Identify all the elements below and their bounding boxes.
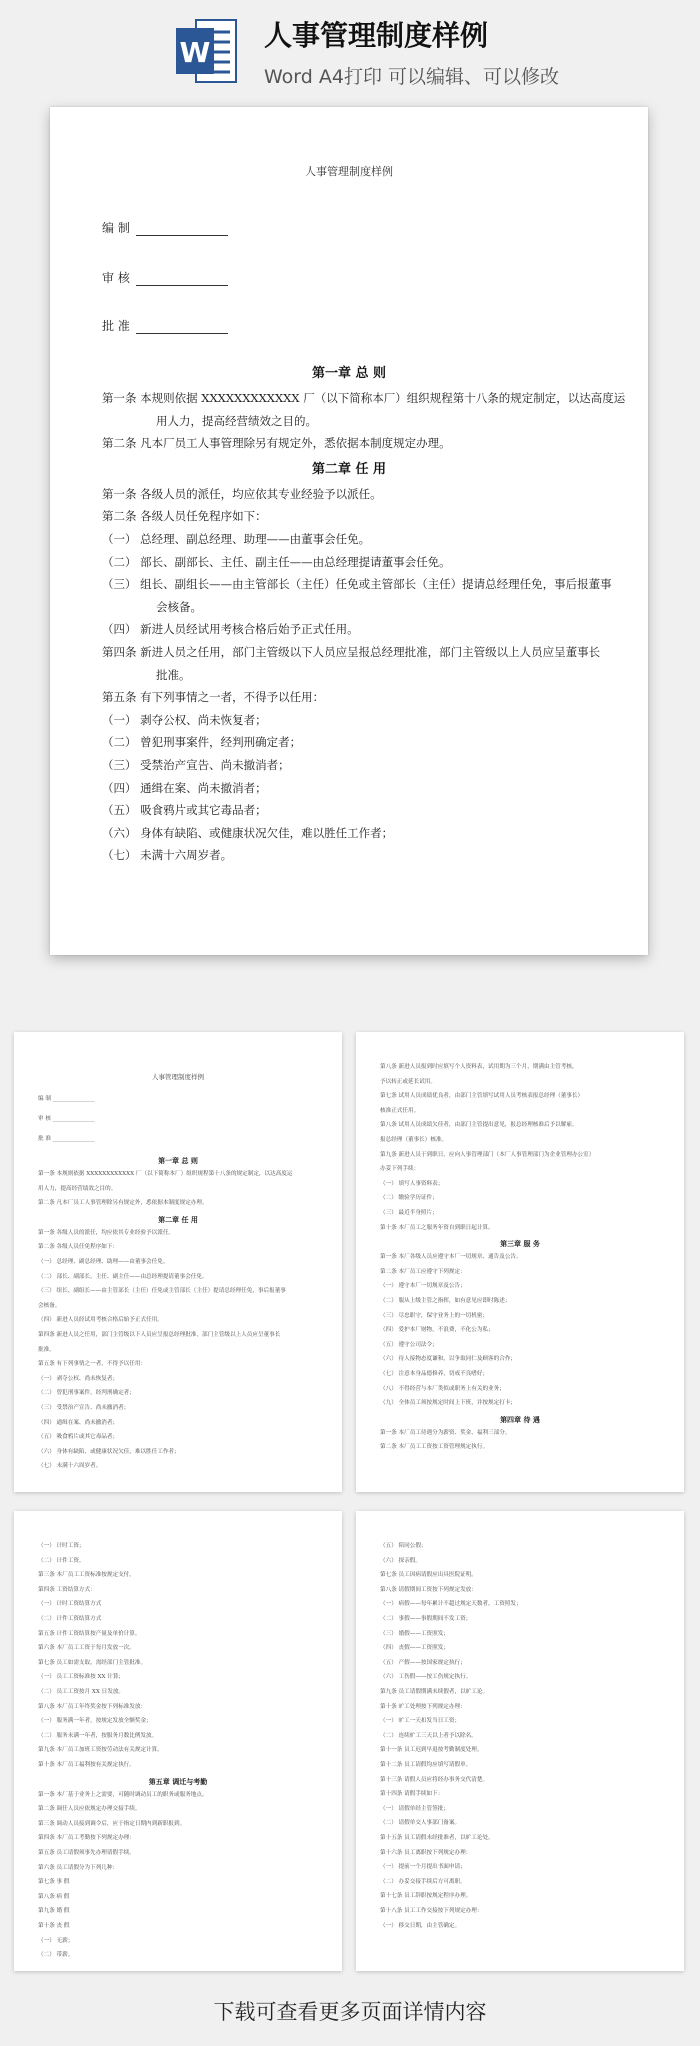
thumbnail-text-line: 第一条 本厂各级人员应遵守本厂一切规章、通告及公告。 (380, 1254, 522, 1261)
thumbnail-text-line: （二） 员工工资按月 XX 日发放。 (38, 1689, 125, 1695)
thumbnail-text-line: 第三条 调动人员接到调令后，应于指定日期内到新职报到。 (38, 1820, 186, 1827)
thumbnail-chapter-heading: 第四章 待 遇 (500, 1414, 540, 1424)
thumbnail-chapter-heading: 第一章 总 则 (158, 1156, 198, 1165)
document-line: （六） 身体有缺陷、或健康状况欠佳，难以胜任工作者； (102, 825, 394, 840)
thumbnail-text-line: 第二条 本厂员工工资按工资管理规定执行。 (380, 1444, 489, 1451)
thumbnail-text-line: 予以转正或延长试用。 (380, 1078, 436, 1085)
document-line: 第五条 有下列事情之一者，不得予以任用： (102, 690, 325, 705)
thumbnail-text-line: （二） 服从上级主管之指挥，如有意见应即时陈述； (380, 1298, 511, 1304)
signature-label: 审 核 (102, 271, 130, 285)
thumbnail-text-line: （八） 不得经营与本厂类似或职务上有关的业务； (380, 1385, 505, 1392)
word-document-icon (174, 16, 240, 86)
thumbnail-text-line: （一） 总经理、副总经理、助理——由董事会任免。 (38, 1259, 169, 1265)
thumbnail-text-line: （三） 受禁治产宣告、尚未撤消者； (38, 1405, 130, 1411)
thumbnail-text-line: （九） 全体员工须按规定时间上下班，并按规定打卡； (380, 1400, 517, 1407)
thumbnail-text-line: 第十四条 请假手续如下： (380, 1791, 444, 1798)
thumbnail-text-line: （一） 旷工一天扣发当日工资； (380, 1718, 461, 1725)
signature-line (136, 273, 228, 286)
signature-field (102, 317, 228, 334)
thumbnail-page-1[interactable] (14, 1032, 342, 1492)
thumbnail-text-line: （二） 请假单交人事部门备案。 (380, 1820, 461, 1827)
thumbnail-text-line: （六） 工伤假——按工伤规定执行。 (380, 1674, 472, 1681)
document-line: 用人力，提高经营绩效之目的。 (156, 413, 317, 428)
thumbnail-text-line: （二） 缴验学历证件； (380, 1195, 438, 1202)
thumbnail-text-line: 第四条 本厂员工考勤按下列规定办理： (38, 1835, 135, 1842)
signature-line (136, 223, 228, 236)
document-line: （一） 剥夺公权、尚未恢复者； (102, 712, 267, 727)
document-line: 第四条 新进人员之任用，部门主管级以下人员应呈报总经理批准，部门主管级以上人员应呈董事长 (102, 645, 601, 659)
thumbnail-text-line: 第五条 计件工资结算按产量及单价计算。 (38, 1630, 141, 1637)
thumbnail-text-line: 第二条 凡本厂员工人事管理除另有规定外，悉依据本制度规定办理。 (38, 1200, 208, 1207)
thumbnail-text-line: （一） 剥夺公权、尚未恢复者； (38, 1375, 119, 1382)
thumbnail-page-2[interactable] (356, 1032, 684, 1492)
header-subtitle: Word A4打印 可以编辑、可以修改 (264, 66, 560, 88)
thumbnail-text-line: （一） 遵守本厂一切规章及公告； (380, 1283, 466, 1290)
thumbnail-text-line: 第十三条 请假人员应将经办事务交代清楚。 (380, 1776, 489, 1783)
thumbnail-text-line: 报总经理（董事长）核准。 (380, 1137, 448, 1143)
thumbnail-text-line: 第九条 婚 假 (38, 1908, 70, 1915)
thumbnail-text-line: 第五条 有下列事情之一者，不得予以任用： (38, 1361, 147, 1368)
thumbnail-page-3[interactable] (14, 1511, 342, 1971)
thumbnail-text-line: 办妥下列手续： (380, 1166, 420, 1173)
document-line: 会核备。 (156, 599, 202, 614)
thumbnail-text-line: （二） 计件工资。 (38, 1557, 85, 1564)
thumbnail-text-line: （七） 注意本身品德修养，切戒不良嗜好； (380, 1371, 489, 1377)
thumbnail-text-line: （一） 病假——每年累计不超过规定天数者，工资照发； (380, 1601, 522, 1608)
thumbnail-text-line: （一） 员工工资标准按 XX 计算； (38, 1674, 125, 1681)
thumbnail-text-line: 第二条 本厂员工应遵守下列规定： (380, 1268, 466, 1275)
thumbnail-text-line: （一） 填写人事资料表； (380, 1180, 444, 1187)
thumbnail-text-line: 第十八条 员工工作交接按下列规定办理： (380, 1908, 483, 1914)
thumbnail-text-line: 第十五条 员工请假未经批准者，以旷工论处。 (380, 1835, 494, 1841)
thumbnail-text-line: 第八条 试用人员成绩欠佳者，由部门主管提出意见，报总经理核准后予以解雇。 (380, 1122, 578, 1129)
thumbnail-text-line: 第七条 员工如需支取，需经部门主管批准。 (38, 1659, 147, 1666)
thumbnail-text-line: 第六条 员工请假分为下列几种： (38, 1864, 119, 1871)
thumbnail-text-line: （一） 提前一个月提出书面申请； (380, 1864, 466, 1871)
thumbnail-text-line: 第七条 员工因病请假应出具医院证明。 (380, 1572, 477, 1579)
thumbnail-text-line: 第十条 丧 假 (38, 1923, 70, 1929)
document-line: 第一条 各级人员的派任，均应依其专业经验予以派任。 (102, 486, 382, 501)
thumbnail-text-line: 第五条 员工请假须事先办理请假手续。 (38, 1850, 135, 1856)
thumbnail-text-line: 用人力，提高经营绩效之目的。 (38, 1185, 117, 1192)
thumbnail-text-line: （五） 遵守公司法令； (380, 1341, 438, 1348)
thumbnail-text-line: （二） 服务未满一年者，按服务月数比例发放。 (38, 1732, 158, 1739)
thumbnail-text-line: （三） 婚假——工资照发； (380, 1630, 449, 1637)
thumbnail-text-line: （二） 办妥交接手续后方可离职。 (380, 1878, 466, 1885)
signature-line (136, 321, 228, 334)
thumbnail-text-line: 批准。 (38, 1346, 55, 1353)
chapter-heading: 第一章 总 则 (311, 366, 387, 381)
thumbnail-text-line: 第一条 各级人员的派任，均应依其专业经验予以派任。 (38, 1229, 175, 1236)
thumbnail-text-line: （二） 曾犯刑事案件，经判刑确定者； (38, 1390, 135, 1397)
thumbnail-text-line: 第八条 新进人员报到时应填写个人资料表，试用期为三个月，期满由主管考核。 (380, 1064, 578, 1070)
thumbnail-text-line: （二） 事假——事假期间不发工资； (380, 1616, 472, 1622)
header-title: 人事管理制度样例 (264, 19, 489, 52)
thumbnail-text-line: （四） 爱护本厂财物，不浪费，不化公为私； (380, 1327, 494, 1334)
thumbnail-page-4[interactable] (356, 1511, 684, 1971)
thumbnail-text-line: 第十条 本厂员工之服务年资自到职日起计算。 (380, 1224, 494, 1231)
thumbnail-text-line: 第四条 工资结算方式： (38, 1586, 96, 1593)
document-line: （三） 受禁治产宣告、尚未撤消者； (102, 758, 290, 772)
signature-field (102, 269, 228, 286)
thumbnail-text-line: （四） 通缉在案、尚未撤消者； (38, 1419, 119, 1426)
thumbnail-text-line: 第八条 请假期间工资按下列规定发放： (380, 1586, 477, 1593)
signature-label: 编 制 (102, 221, 130, 235)
thumbnail-text-line: （一） 计时工资； (38, 1543, 85, 1549)
header-banner (0, 0, 700, 100)
thumbnail-text-line: 第一条 本规则依据 XXXXXXXXXXXX 厂（以下简称本厂）组织规程第十八条的规定制定，以达高度运 (38, 1171, 293, 1177)
thumbnail-text-line: 第一条 本厂员工待遇分为薪资、奖金、福利三部分。 (380, 1429, 511, 1436)
thumbnail-text-line: 第二条 各级人员任免程序如下： (38, 1244, 119, 1251)
document-line: （七） 未满十六周岁者。 (102, 848, 233, 863)
thumbnail-text-line: 第七条 试用人员成绩优良者，由部门主管填写试用人员考核表报总经理（董事长） (380, 1093, 584, 1100)
thumbnail-chapter-heading: 第二章 任 用 (158, 1214, 198, 1224)
document-line: （二） 曾犯刑事案件，经判刑确定者； (102, 735, 302, 750)
thumbnail-text-line: （二） 部长、副部长、主任、副主任——由总经理提请董事会任免。 (38, 1273, 208, 1280)
thumbnail-text-line: （一） 无薪； (38, 1937, 74, 1944)
document-page-preview (50, 107, 648, 955)
thumbnail-text-line: （六） 身体有缺陷、或健康状况欠佳，难以胜任工作者； (38, 1448, 180, 1455)
thumbnail-text-line: （一） 服务满一年者，按规定发放全额奖金； (38, 1718, 152, 1725)
thumbnail-text-line: 第十六条 员工离职按下列规定办理： (380, 1849, 472, 1856)
thumbnail-text-line: 第四条 新进人员之任用，部门主管级以下人员应呈报总经理批准，部门主管级以上人员应呈董事长 (38, 1332, 281, 1338)
thumbnail-title: 人事管理制度样例 (152, 1073, 204, 1081)
document-line: （二） 部长、副部长、主任、副主任——由总经理提请董事会任免。 (102, 554, 451, 569)
svg-text:W: W (179, 36, 211, 69)
document-line: （三） 组长、副组长——由主管部长（主任）任免或主管部长（主任）提请总经理任免，事后报董事 (102, 577, 612, 592)
thumbnail-text-line: （三） 尽忠职守，保守业务上的一切机密； (380, 1312, 489, 1319)
document-line: （四） 通缉在案、尚未撤消者； (102, 780, 267, 795)
thumbnail-text-line: 第一条 本厂基于业务上之需要，可随时调动员工的职务或服务地点。 (38, 1791, 208, 1798)
document-line: 批准。 (156, 667, 191, 682)
thumbnail-text-line: 第十七条 员工辞职按规定程序办理。 (380, 1893, 472, 1900)
thumbnail-text-line: （四） 丧假——工资照发； (380, 1645, 449, 1652)
thumbnail-text-line: （六） 探亲假。 (380, 1557, 421, 1564)
thumbnail-text-line: （二） 计件工资结算方式 (38, 1616, 102, 1622)
document-line: 第二条 各级人员任免程序如下： (102, 509, 267, 524)
thumbnail-text-line: 第六条 本厂员工工资于每月发放一次。 (38, 1645, 135, 1652)
thumbnail-text-line: 第九条 员工请假期满未续假者，以旷工论。 (380, 1689, 489, 1695)
thumbnail-text-line: （一） 移交日期，由主管确定。 (380, 1922, 461, 1929)
download-more-prompt[interactable]: 下载可查看更多页面详情内容 (213, 2000, 487, 2024)
thumbnail-text-line: 第九条 新进人员于到职日，应向人事管理部门（本厂人事管理部门为企业管理办公室） (380, 1151, 595, 1158)
thumbnail-chapter-heading: 第三章 服 务 (500, 1239, 540, 1249)
thumbnail-chapter-heading: 第五章 调迁与考勤 (148, 1776, 208, 1786)
thumbnail-text-line: 第九条 本厂员工加班工资按劳动法有关规定计算。 (38, 1747, 163, 1754)
thumbnail-text-line: 第十条 旷工处理按下列规定办理： (380, 1703, 466, 1710)
thumbnail-text-line: （三） 最近半身照片； (380, 1210, 438, 1216)
chapter-heading: 第二章 任 用 (311, 461, 387, 477)
thumbnail-text-line: 第七条 事 假 (38, 1879, 70, 1886)
thumbnail-text-line: （六） 待人接物态度谦和，以争取同仁及顾客的合作； (380, 1356, 517, 1363)
thumbnail-text-line: 第十一条 员工迟到早退按考勤制度处理。 (380, 1747, 483, 1754)
thumbnail-text-line: （五） 产假——按国家规定执行； (380, 1659, 466, 1666)
thumbnail-text-line: 第三条 本厂员工工资标准按规定支付。 (38, 1572, 135, 1579)
thumbnail-signature-line: 批 准 _______________ (38, 1136, 95, 1142)
thumbnail-text-line: （五） 吸食鸦片或其它毒品者； (38, 1434, 119, 1441)
thumbnail-text-line: （三） 组长、副组长——由主管部长（主任）任免或主管部长（主任）提请总经理任免，事后报董事 (38, 1288, 286, 1295)
document-title: 人事管理制度样例 (305, 165, 393, 178)
thumbnail-signature-line: 编 制 _______________ (38, 1096, 95, 1102)
thumbnail-text-line: 核准正式任用。 (380, 1107, 420, 1114)
document-line: （五） 吸食鸦片或其它毒品者； (102, 803, 267, 818)
thumbnail-text-line: 第二条 调任人员应依规定办理交接手续。 (38, 1806, 141, 1813)
document-line: （四） 新进人员经试用考核合格后始予正式任用。 (102, 622, 359, 637)
thumbnail-text-line: 第十条 本厂员工福利按有关规定执行。 (38, 1762, 135, 1768)
thumbnail-text-line: （一） 计时工资结算方式 (38, 1601, 102, 1608)
thumbnail-text-line: 会核备。 (38, 1302, 61, 1309)
document-line: （一） 总经理、副总经理、助理——由董事会任免。 (102, 532, 371, 546)
thumbnail-text-line: （二） 连续旷工三天以上者予以除名。 (380, 1732, 477, 1739)
signature-field (102, 219, 228, 236)
thumbnail-text-line: （一） 请假单经主管签批； (380, 1805, 449, 1812)
document-line: 第二条 凡本厂员工人事管理除另有规定外，悉依据本制度规定办理。 (102, 436, 451, 451)
thumbnail-signature-line: 审 核 _______________ (38, 1116, 95, 1122)
thumbnail-text-line: （七） 未满十六周岁者。 (38, 1463, 102, 1470)
thumbnail-text-line: 第八条 病 假 (38, 1893, 70, 1900)
thumbnail-text-line: （五） 陪同公假； (380, 1543, 427, 1549)
thumbnail-text-line: （二） 带薪。 (38, 1952, 74, 1959)
thumbnail-text-line: （四） 新进人员经试用考核合格后始予正式任用。 (38, 1317, 163, 1324)
document-line: 第一条 本规则依据 XXXXXXXXXXXX 厂（以下简称本厂）组织规程第十八条的规定制定，以达高度运 (102, 391, 626, 405)
thumbnail-text-line: 第八条 本厂员工年终奖金按下列标准发放： (38, 1703, 147, 1710)
thumbnail-text-line: 第十二条 员工请假均应填写请假单。 (380, 1762, 472, 1768)
signature-label: 批 准 (102, 319, 130, 333)
